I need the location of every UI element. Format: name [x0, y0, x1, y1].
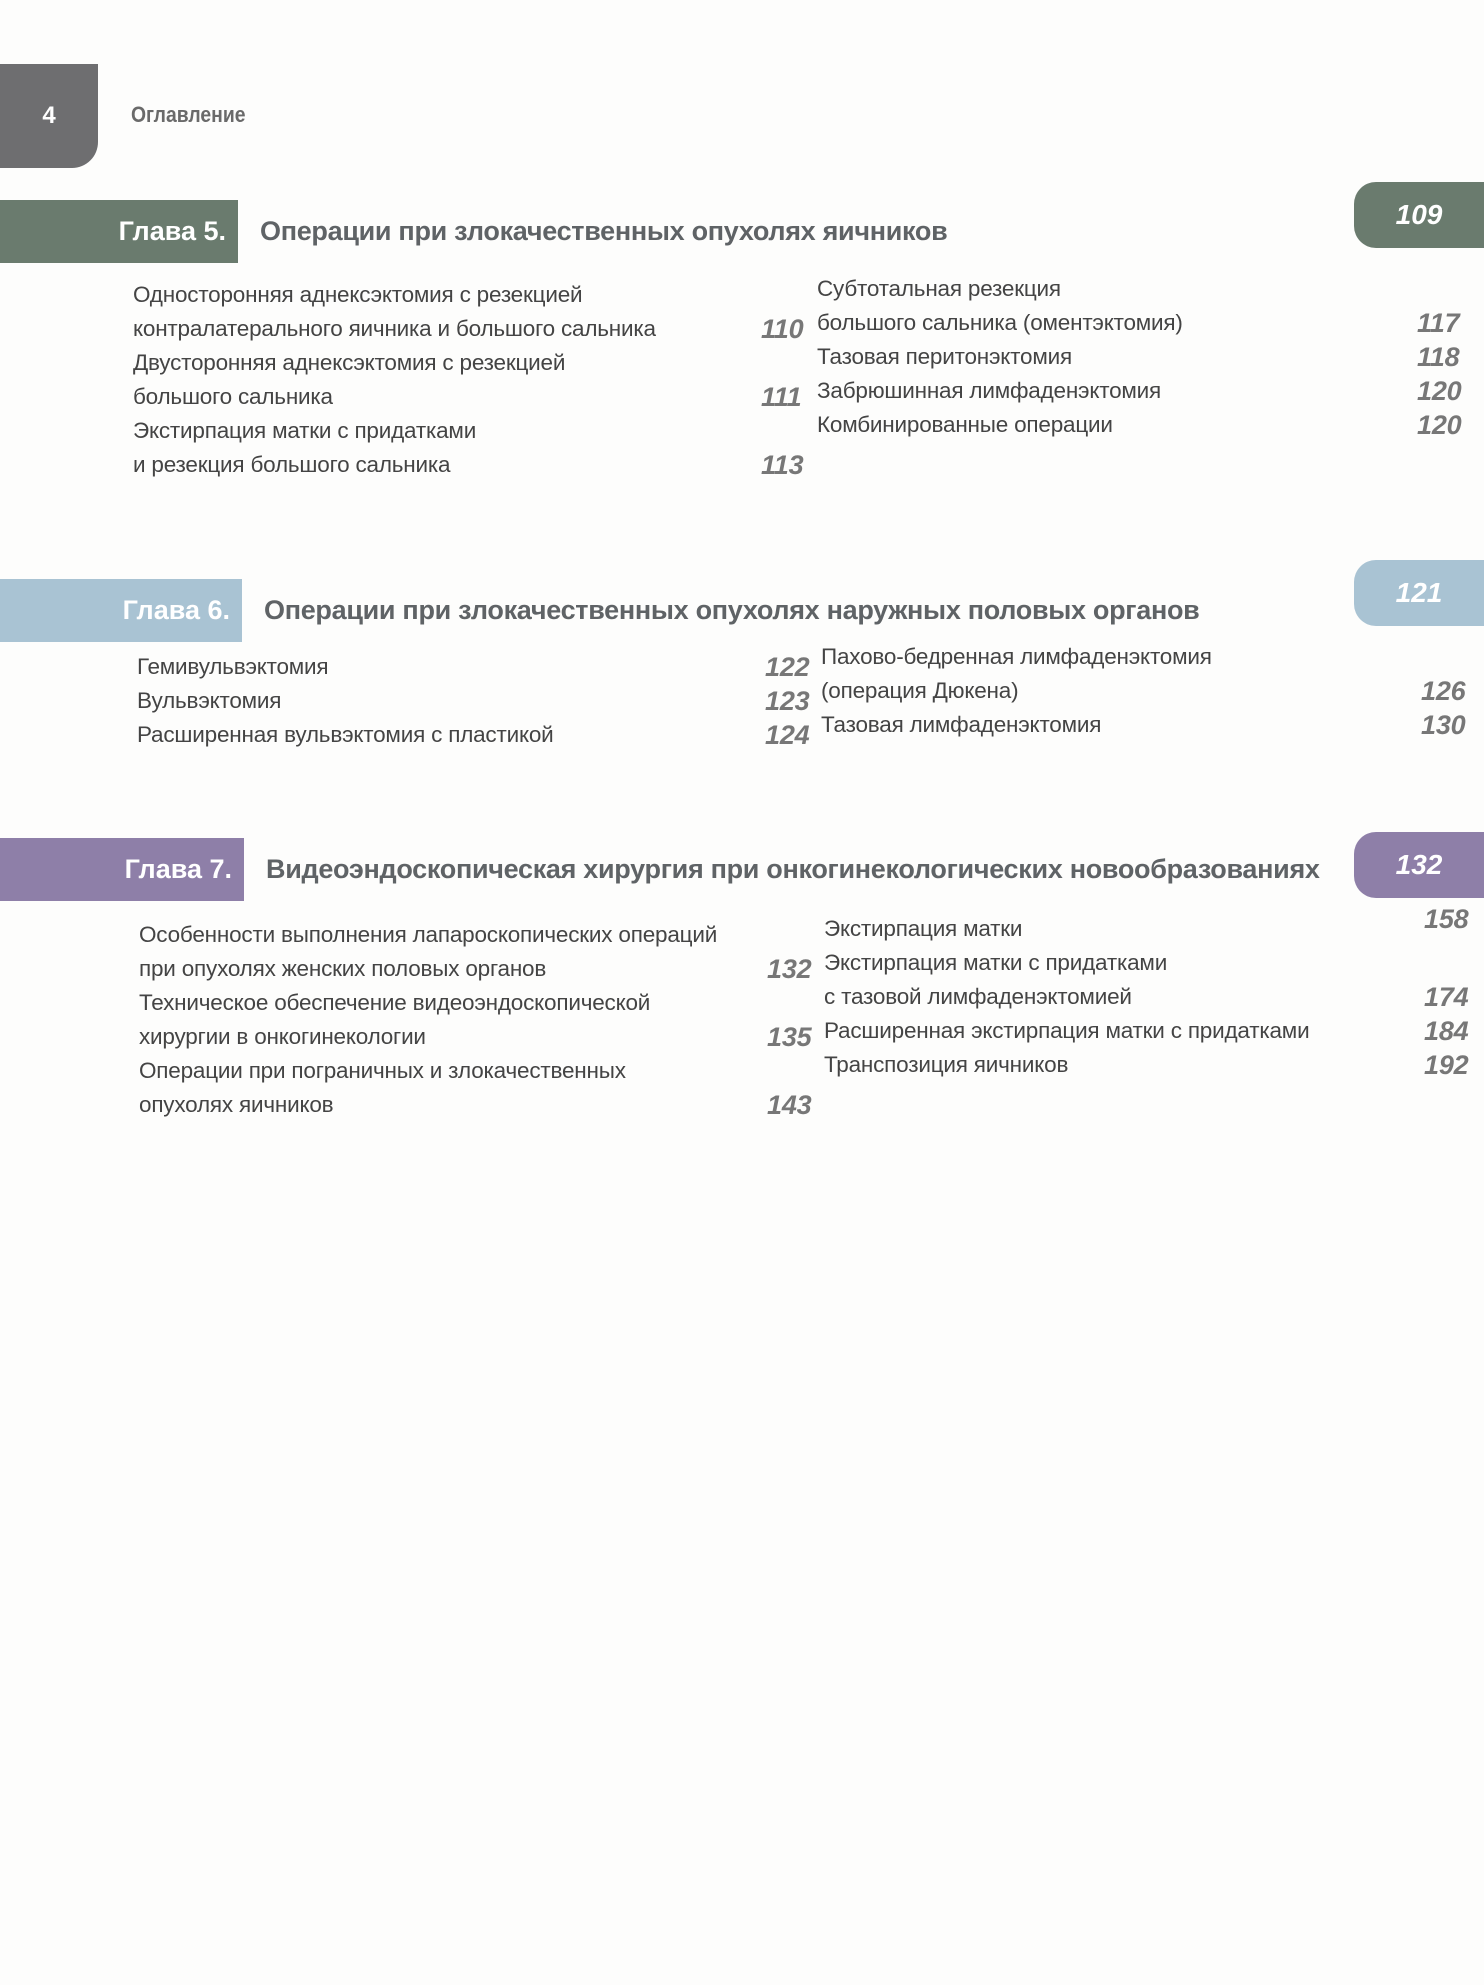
toc-entry[interactable]: Операции при пограничных и злокачественных опухолях яичников 143: [139, 1058, 812, 1120]
toc-entry[interactable]: Гемивульвэктомия 122: [137, 652, 810, 682]
page-number-tab: [0, 64, 98, 168]
toc-page-number: 143: [767, 1090, 812, 1120]
chapter-5-label: Глава 5.: [0, 200, 238, 263]
toc-page-number: 158: [1424, 904, 1469, 934]
toc-entry[interactable]: Экстирпация матки с придатками с тазовой лимфаденэктомией 174: [824, 950, 1469, 1012]
toc-entry[interactable]: Комбинированные операции 120: [817, 410, 1462, 440]
toc-page-number: 130: [1421, 710, 1466, 740]
chapter-5-title: Операции при злокачественных опухолях яичников: [260, 216, 948, 246]
toc-page-number: 111: [761, 382, 802, 412]
chapter-7-title: Видеоэндоскопическая хирургия при онкогинекологических новообразованиях: [266, 854, 1320, 884]
toc-entry[interactable]: Двусторонняя аднексэктомия с резекцией большого сальника 111: [133, 350, 802, 412]
toc-entry[interactable]: Расширенная экстирпация матки с придатками 184: [824, 1016, 1469, 1046]
chapter-6-bar: [0, 579, 1199, 642]
toc-entry[interactable]: Расширенная вульвэктомия с пластикой 124: [137, 720, 810, 750]
toc-page-number: 122: [765, 652, 810, 682]
toc-entry[interactable]: Экстирпация матки с придатками и резекция большого сальника 113: [133, 418, 804, 480]
toc-entry[interactable]: Забрюшинная лимфаденэктомия 120: [817, 376, 1462, 406]
toc-entry[interactable]: Субтотальная резекция большого сальника (оментэктомия) 117: [817, 276, 1460, 338]
toc-page-number: 126: [1421, 676, 1466, 706]
toc-page-number: 117: [1417, 308, 1460, 338]
chapter-5-page: 109: [1354, 182, 1484, 248]
toc-entry[interactable]: Техническое обеспечение видеоэндоскопической хирургии в онкогинекологии 135: [139, 990, 812, 1052]
chapter-7-left-list: [139, 918, 812, 1122]
chapter-7-bar: [0, 838, 1320, 901]
toc-page-number: 135: [767, 1022, 812, 1052]
chapter-6-title: Операции при злокачественных опухолях наружных половых органов: [264, 595, 1200, 625]
chapter-7-right-list: [824, 904, 1469, 1082]
toc-entry[interactable]: Тазовая лимфаденэктомия 130: [821, 710, 1466, 740]
page-number: 4: [42, 102, 56, 129]
toc-page-number: 120: [1417, 410, 1462, 440]
toc-entry[interactable]: Вульвэктомия 123: [137, 686, 810, 716]
toc-page-number: 123: [765, 686, 810, 716]
toc-entry[interactable]: Тазовая перитонэктомия 118: [817, 342, 1460, 372]
toc-page-number: 192: [1424, 1050, 1469, 1080]
chapter-5-right-list: [817, 272, 1462, 442]
header-title: Оглавление: [131, 102, 246, 127]
chapter-6-left-list: [137, 650, 810, 752]
toc-entry[interactable]: Пахово-бедренная лимфаденэктомия (операция Дюкена) 126: [821, 644, 1466, 706]
chapter-6-right-list: [821, 640, 1466, 742]
toc-page-number: 118: [1417, 342, 1460, 372]
toc-entry[interactable]: Транспозиция яичников 192: [824, 1050, 1469, 1080]
toc-page-number: 113: [761, 450, 804, 480]
toc-entry[interactable]: Экстирпация матки 158: [824, 904, 1469, 941]
toc-page-number: 132: [767, 954, 812, 984]
chapter-7-label: Глава 7.: [0, 838, 244, 901]
toc-page-number: 184: [1424, 1016, 1469, 1046]
chapter-7-page: 132: [1354, 832, 1484, 898]
toc-entry[interactable]: Односторонняя аднексэктомия с резекцией контралатерального яичника и большого сальника 110: [133, 282, 804, 344]
toc-page-number: 120: [1417, 376, 1462, 406]
toc-page-number: 174: [1424, 982, 1469, 1012]
chapter-6-label: Глава 6.: [0, 579, 242, 642]
chapter-5-left-list: [133, 278, 804, 482]
chapter-6-page: 121: [1354, 560, 1484, 626]
toc-page-number: 110: [761, 314, 804, 344]
chapter-5-bar: [0, 200, 947, 263]
toc-page-number: 124: [765, 720, 810, 750]
toc-entry[interactable]: Особенности выполнения лапароскопических операций при опухолях женских половых органов 132: [139, 922, 812, 984]
